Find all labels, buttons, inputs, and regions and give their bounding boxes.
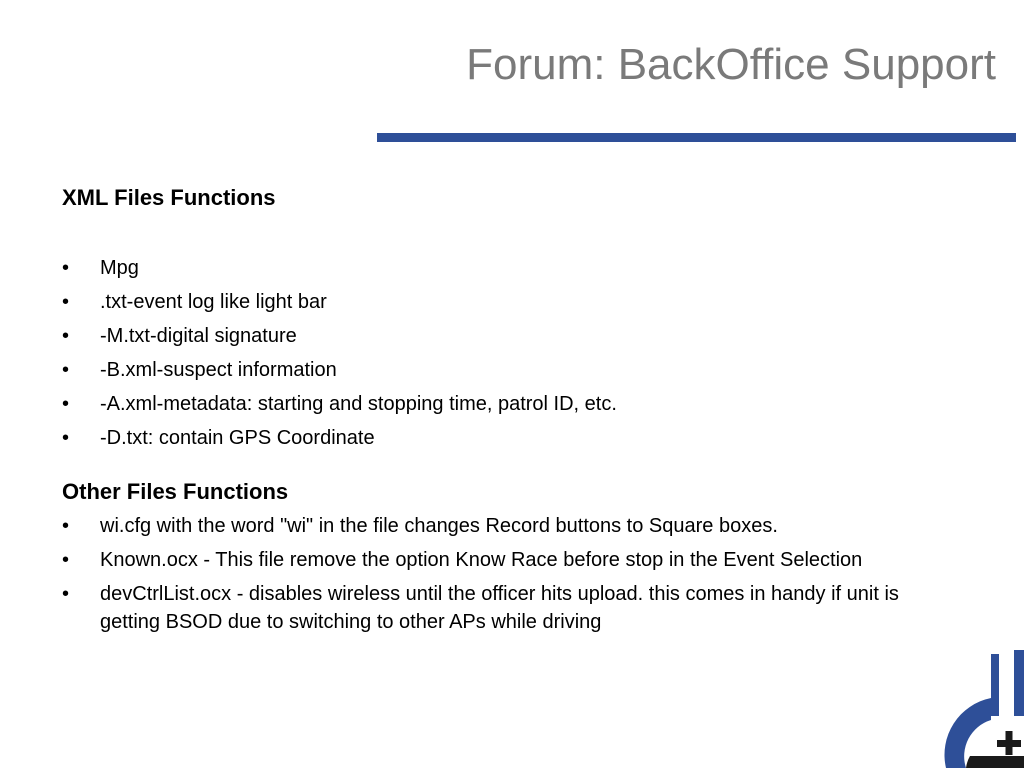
slide-title: Forum: BackOffice Support	[466, 40, 996, 89]
list-item	[62, 356, 962, 384]
bullet-icon: •	[62, 427, 70, 449]
list-item-text: -A.xml-metadata: starting and stopping time, patrol ID, etc.	[100, 393, 617, 415]
xml-files-heading: XML Files Functions	[62, 185, 276, 210]
list-item	[62, 254, 962, 282]
bullet-icon: •	[62, 515, 70, 537]
list-item	[62, 580, 962, 636]
bullet-icon: •	[62, 549, 70, 571]
list-item	[62, 424, 962, 452]
list-item-text: .txt-event log like light bar	[100, 291, 327, 313]
bullet-icon: •	[62, 325, 70, 347]
bullet-icon: •	[62, 291, 70, 313]
list-item-text: -B.xml-suspect information	[100, 359, 337, 381]
list-item	[62, 512, 962, 540]
list-item	[62, 546, 962, 574]
list-item-text: -M.txt-digital signature	[100, 325, 297, 347]
list-item	[62, 390, 962, 418]
bullet-icon: •	[62, 583, 70, 605]
other-files-list	[62, 512, 962, 636]
xml-files-list	[62, 254, 962, 452]
list-item-text: devCtrlList.ocx - disables wireless until the officer hits upload. this comes in handy if unit is getting BSOD due to switching to other APs while driving	[100, 583, 899, 633]
corner-logo-icon	[934, 650, 1024, 768]
bullet-icon: •	[62, 393, 70, 415]
other-files-heading: Other Files Functions	[62, 479, 289, 504]
list-item-text: -D.txt: contain GPS Coordinate	[100, 427, 375, 449]
list-item-text: Known.ocx - This file remove the option Know Race before stop in the Event Selection	[100, 549, 863, 571]
slide-content	[62, 184, 962, 642]
bullet-icon: •	[62, 359, 70, 381]
list-item-text: wi.cfg with the word "wi" in the file changes Record buttons to Square boxes.	[100, 515, 778, 537]
title-underline	[377, 133, 1016, 142]
bullet-icon: •	[62, 257, 70, 279]
list-item-text: Mpg	[100, 257, 139, 279]
list-item	[62, 288, 962, 316]
list-item	[62, 322, 962, 350]
